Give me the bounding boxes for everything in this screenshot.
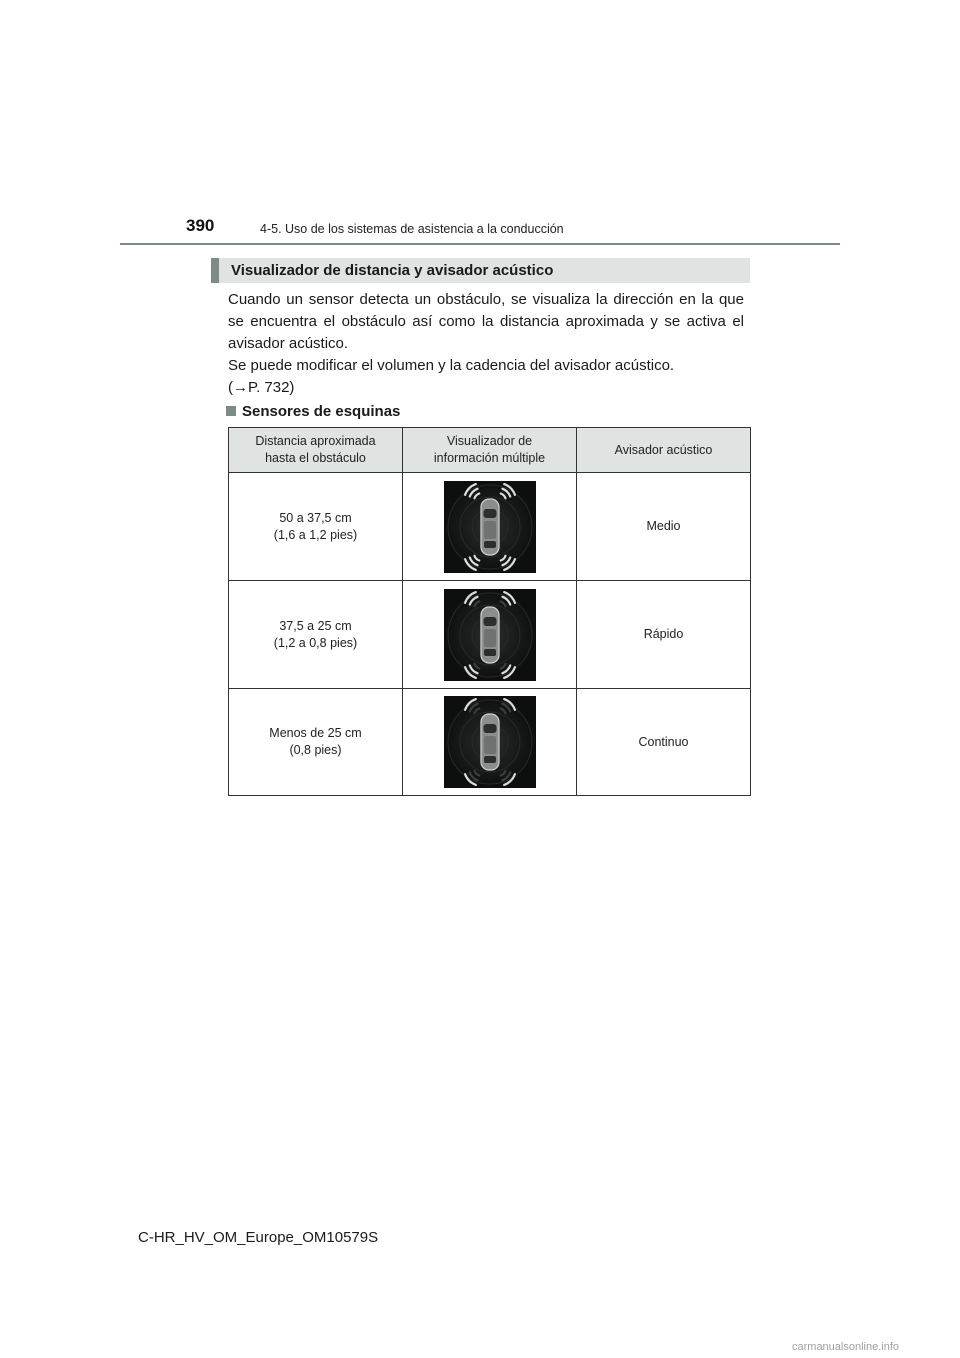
car-outline-icon [481, 714, 499, 770]
display-cell [403, 581, 577, 689]
sensor-arc-icon [474, 708, 479, 713]
sensor-arc-icon [500, 771, 505, 776]
header-distance: Distancia aproximada hasta el obstáculo [229, 428, 403, 473]
parking-sensor-display-icon [444, 696, 536, 788]
sensor-arc-icon [500, 708, 505, 713]
display-cell [403, 473, 577, 581]
car-outline-icon [481, 499, 499, 555]
sensor-arc-icon [500, 663, 505, 668]
table-row [229, 473, 751, 581]
corner-sensors-subheading [226, 403, 400, 420]
sensor-arc-icon [474, 601, 479, 606]
volume-paragraph: Se puede modificar el volumen y la cadencia del avisador acústico. [228, 357, 675, 374]
parking-sensor-display-icon [444, 481, 536, 573]
table-row [229, 581, 751, 689]
intro-paragraph: Cuando un sensor detecta un obstáculo, se visualiza la dirección en la que se encuentra el obstáculo así como la distancia aproximada y se activa el avisador acústico. [228, 291, 744, 352]
distance-cell: 50 a 37,5 cm (1,6 a 1,2 pies) [229, 473, 403, 581]
buzzer-cell: Rápido [577, 581, 751, 689]
display-cell [403, 689, 577, 796]
sensor-arc-icon [474, 493, 479, 498]
document-code: C-HR_HV_OM_Europe_OM10579S [138, 1229, 379, 1246]
sensor-arc-icon [500, 555, 505, 560]
square-bullet-icon [226, 406, 236, 416]
header-display: Visualizador de información múltiple [403, 428, 577, 473]
buzzer-cell: Continuo [577, 689, 751, 796]
sensor-arc-icon [500, 493, 505, 498]
section-heading-bar [211, 258, 750, 283]
sensor-arc-icon [474, 555, 479, 560]
site-watermark: carmanualsonline.info [792, 1341, 900, 1353]
section-heading: Visualizador de distancia y avisador acústico [231, 262, 554, 279]
header-buzzer: Avisador acústico [577, 428, 751, 473]
table-header-row [229, 428, 751, 473]
page-number: 390 [186, 216, 215, 235]
sensor-arc-icon [500, 601, 505, 606]
header-divider [120, 243, 840, 245]
distance-cell: 37,5 a 25 cm (1,2 a 0,8 pies) [229, 581, 403, 689]
parking-sensor-display-icon [444, 589, 536, 681]
distance-table [228, 427, 751, 796]
car-outline-icon [481, 607, 499, 663]
table-row [229, 689, 751, 796]
buzzer-cell: Medio [577, 473, 751, 581]
sensor-arc-icon [474, 663, 479, 668]
distance-cell: Menos de 25 cm (0,8 pies) [229, 689, 403, 796]
subheading-text: Sensores de esquinas [242, 403, 401, 420]
page-reference-link[interactable]: (→P. 732) [228, 379, 295, 396]
sensor-arc-icon [474, 771, 479, 776]
section-header: 4-5. Uso de los sistemas de asistencia a la conducción [260, 222, 564, 236]
